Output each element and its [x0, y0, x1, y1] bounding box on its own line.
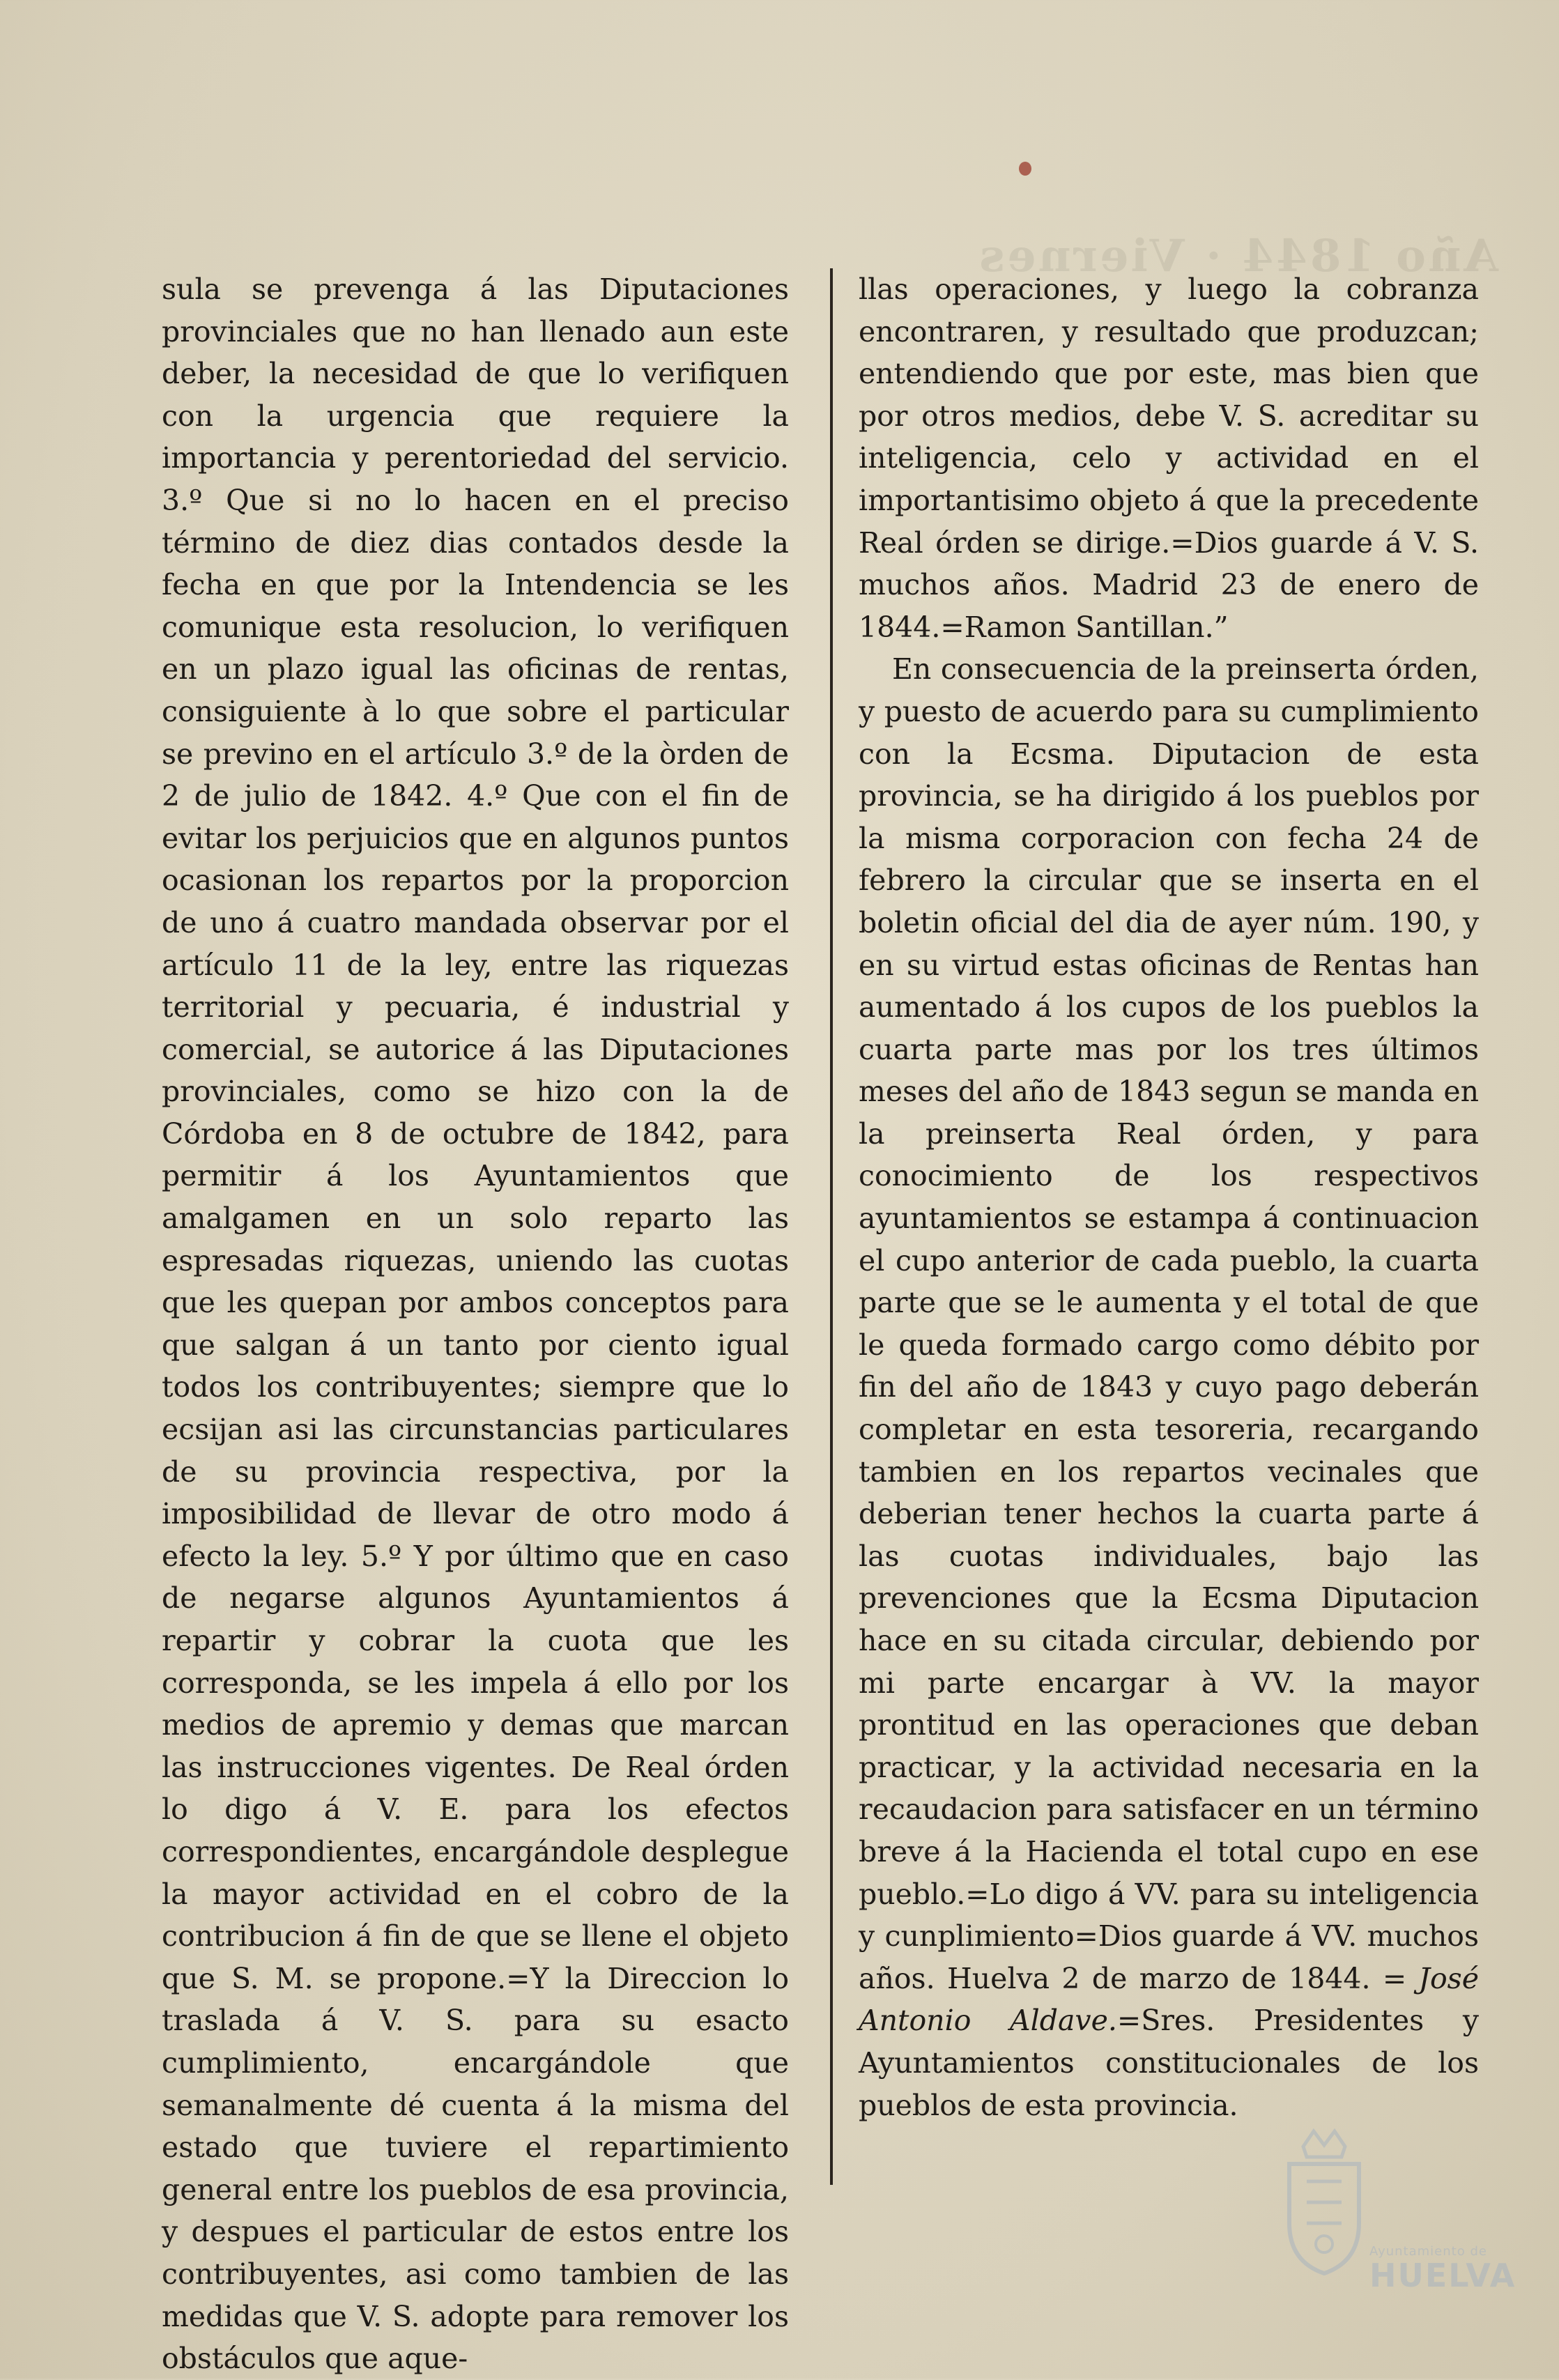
right-paragraph-1: llas operaciones, y luego la cobranza encontraren, y resultado que produzcan; entendiendo que por este, mas bien que por otros medios, debe V. S. acreditar su inteligencia, celo y actividad en el importantisimo objeto á que la precedente Real órden se dirige.=Dios guarde á V. S. muchos años. Madrid 23 de enero de 1844.=Ramon Santillan.”: [859, 272, 1479, 644]
left-column: [162, 268, 789, 2380]
right-column: [859, 268, 1479, 2126]
right-paragraph-2: [859, 648, 1479, 2126]
ink-stain: [1019, 162, 1031, 176]
signature: José Antonio Aldave.: [859, 1961, 1479, 2038]
bleed-through-text: Año 1844 · Viernes: [976, 230, 1498, 282]
left-paragraph-1: sula se prevenga á las Diputaciones provinciales que no han llenado aun este deber, la necesidad de que lo verifiquen con la urgencia que requiere la importancia y perentoriedad del servicio. 3.º Que si no lo hacen en el preciso término de diez dias contados desde la fecha en que por la Intendencia se les comunique esta resolucion, lo verifiquen en un plazo igual las oficinas de rentas, consiguiente à lo que sobre el particular se previno en el artículo 3.º de la òrden de 2 de julio de 1842. 4.º Que con el fin de evitar los perjuicios que en algunos puntos ocasionan los repartos por la proporcion de uno á cuatro mandada observar por el artículo 11 de la ley, entre las riquezas territorial y pecuaria, é industrial y comercial, se autorice á las Diputaciones provinciales, como se hizo con la de Córdoba en 8 de octubre de 1842, para permitir á los Ayuntamientos que amalgamen en un solo reparto las espresadas riquezas, uniendo las cuotas que les quepan por ambos conceptos para que salgan á un tanto por ciento igual todos los contribuyentes; siempre que lo ecsijan asi las circunstancias particulares de su provincia respectiva, por la imposibilidad de llevar de otro modo á efecto la ley. 5.º Y por último que en caso de negarse algunos Ayuntamientos á repartir y cobrar la cuota que les corresponda, se les impela á ello por los medios de apremio y demas que marcan las instrucciones vigentes. De Real órden lo digo á V. E. para los efectos correspondientes, encargándole desplegue la mayor actividad en el cobro de la contribucion á fin de que se llene el objeto que S. M. se propone.=Y la Direccion lo traslada á V. S. para su esacto cumplimiento, encargándole que semanalmente dé cuenta á la misma del estado que tuviere el repartimiento general entre los pueblos de esa provincia, y despues el particular de estos entre los contribuyentes, asi como tambien de las medidas que V. S. adopte para remover los obstáculos que aque-: [162, 272, 789, 2376]
archive-watermark: [1272, 2098, 1516, 2328]
right-paragraph-2-body: En consecuencia de la preinserta órden, y puesto de acuerdo para su cumplimiento con la Ecsma. Diputacion de esta provincia, se ha dirigido á los pueblos por la misma corporacion con fecha 24 de febrero la circular que se inserta en el boletin oficial del dia de ayer núm. 190, y en su virtud estas oficinas de Rentas han aumentado á los cupos de los pueblos la cuarta parte mas por los tres últimos meses del año de 1843 segun se manda en la preinserta Real órden, y para conocimiento de los respectivos ayuntamientos se estampa á continuacion el cupo anterior de cada pueblo, la cuarta parte que se le aumenta y el total de que le queda formado cargo como débito por fin del año de 1843 y cuyo pago deberán completar en esta tesoreria, recargando tambien en los repartos vecinales que deberian tener hechos la cuarta parte á las cuotas individuales, bajo las prevenciones que la Ecsma Diputacion hace en su citada circular, debiendo por mi parte encargar à VV. la mayor prontitud en las operaciones que deban practicar, y la actividad necesaria en la recaudacion para satisfacer en un término breve á la Hacienda el total cupo en ese pueblo.=Lo digo á VV. para su inteligencia y cunplimiento=Dios guarde á VV. muchos años. Huelva 2 de marzo de 1844. =: [859, 652, 1479, 1995]
closing-text: =Sres. Presidentes y Ayuntamientos constitucionales de los pueblos de esta provincia.: [859, 2004, 1480, 2122]
coat-of-arms-icon: [1272, 2126, 1376, 2279]
column-divider: [830, 268, 833, 2185]
watermark-text: [1369, 2244, 1516, 2294]
watermark-main-text: HUELVA: [1369, 2257, 1516, 2294]
watermark-top-text: Ayuntamiento de: [1369, 2244, 1487, 2259]
